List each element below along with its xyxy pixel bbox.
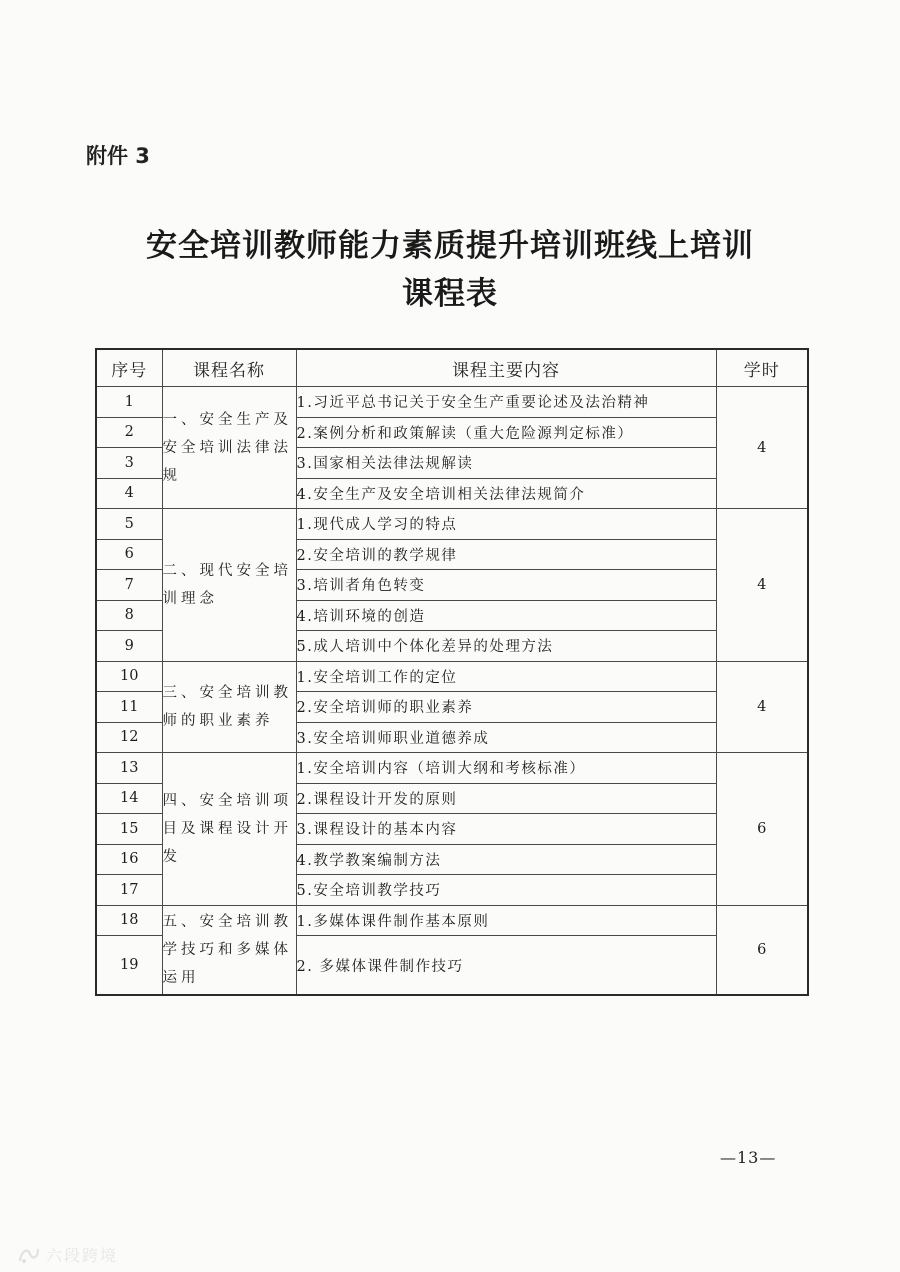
course-hours-cell: 4 [716,509,808,662]
course-hours-cell: 6 [716,905,808,995]
row-seq: 17 [96,875,162,906]
row-seq: 4 [96,478,162,509]
table-row [96,661,808,692]
row-content: 1.安全培训工作的定位 [296,661,716,692]
row-content: 2.案例分析和政策解读（重大危险源判定标准） [296,417,716,448]
row-content: 4.教学教案编制方法 [296,844,716,875]
row-content: 5.成人培训中个体化差异的处理方法 [296,631,716,662]
row-content: 4.安全生产及安全培训相关法律法规简介 [296,478,716,509]
course-hours-cell: 6 [716,753,808,906]
row-seq: 13 [96,753,162,784]
row-content: 3.国家相关法律法规解读 [296,448,716,479]
row-seq: 8 [96,600,162,631]
row-seq: 16 [96,844,162,875]
header-hours: 学时 [716,349,808,387]
table-row [96,387,808,418]
row-seq: 7 [96,570,162,601]
course-schedule-table [95,348,809,996]
document-subtitle: 课程表 [402,276,498,312]
row-content: 1.习近平总书记关于安全生产重要论述及法治精神 [296,387,716,418]
row-seq: 10 [96,661,162,692]
row-content: 2.安全培训师的职业素养 [296,692,716,723]
table-header-row [96,349,808,387]
row-content: 2.课程设计开发的原则 [296,783,716,814]
attachment-label: 附件 3 [86,144,150,168]
table-row [96,509,808,540]
row-seq: 9 [96,631,162,662]
header-main-content: 课程主要内容 [296,349,716,387]
row-content: 3.培训者角色转变 [296,570,716,601]
course-name-cell: 三、安全培训教师的职业素养 [162,661,296,753]
row-seq: 12 [96,722,162,753]
course-name-cell: 二、现代安全培训理念 [162,509,296,662]
row-content: 2. 多媒体课件制作技巧 [296,936,716,996]
row-content: 1.现代成人学习的特点 [296,509,716,540]
watermark [18,1243,118,1266]
course-hours-cell: 4 [716,387,808,509]
header-seq: 序号 [96,349,162,387]
row-content: 1.安全培训内容（培训大纲和考核标准） [296,753,716,784]
row-content: 2.安全培训的教学规律 [296,539,716,570]
course-name-cell: 一、安全生产及安全培训法律法规 [162,387,296,509]
row-content: 5.安全培训教学技巧 [296,875,716,906]
row-seq: 18 [96,905,162,936]
row-seq: 3 [96,448,162,479]
row-content: 3.课程设计的基本内容 [296,814,716,845]
course-name-cell: 四、安全培训项目及课程设计开发 [162,753,296,906]
watermark-text: 六段跨境 [46,1246,119,1265]
row-seq: 6 [96,539,162,570]
document-title: 安全培训教师能力素质提升培训班线上培训 [146,228,754,264]
course-hours-cell: 4 [716,661,808,753]
watermark-logo-icon [18,1246,40,1264]
row-content: 1.多媒体课件制作基本原则 [296,905,716,936]
row-content: 3.安全培训师职业道德养成 [296,722,716,753]
table-row [96,905,808,936]
row-seq: 14 [96,783,162,814]
row-seq: 15 [96,814,162,845]
row-seq: 2 [96,417,162,448]
course-name-cell: 五、安全培训教学技巧和多媒体运用 [162,905,296,995]
header-course-name: 课程名称 [162,349,296,387]
table-row [96,753,808,784]
row-seq: 11 [96,692,162,723]
row-seq: 5 [96,509,162,540]
row-seq: 1 [96,387,162,418]
row-seq: 19 [96,936,162,996]
page-number: —13— [720,1148,777,1167]
row-content: 4.培训环境的创造 [296,600,716,631]
